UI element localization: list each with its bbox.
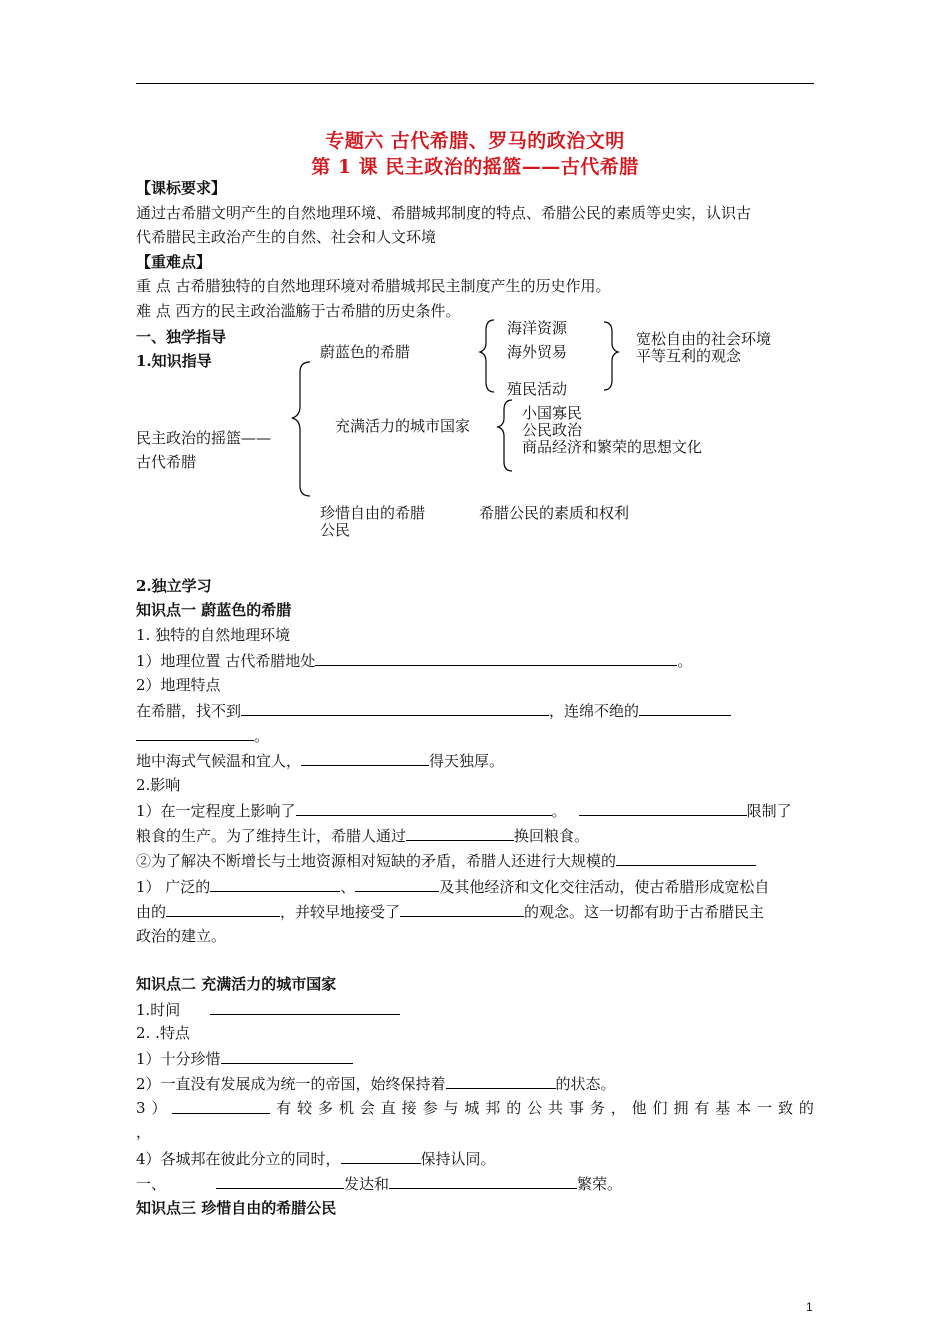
kp1-line4a: 在希腊，找不到 bbox=[136, 702, 242, 720]
keypoints-heading: 【重难点】 bbox=[136, 253, 212, 271]
section1-subheading: 1.知识指导 bbox=[136, 352, 212, 370]
diagram-branch1: 蔚蓝色的希腊 bbox=[320, 343, 411, 361]
blank-accepted[interactable] bbox=[400, 901, 524, 917]
blank-exchange[interactable] bbox=[406, 825, 514, 841]
kp1-line8b: 。 bbox=[551, 802, 567, 820]
kp2-line4b: 的状态。 bbox=[555, 1075, 616, 1093]
diagram-branch3-result: 希腊公民的素质和权利 bbox=[479, 504, 630, 522]
kp2-line5-c22: 有 bbox=[694, 1099, 710, 1117]
kp1-line2-text: 1）地理位置 古代希腊地处 bbox=[136, 652, 316, 670]
kp1-line6a: 地中海式气候温和宜人， bbox=[136, 752, 302, 770]
kp1-line10 bbox=[136, 850, 756, 871]
kp2-line5-c23: 基 bbox=[715, 1099, 731, 1117]
kp1-line6b: 得天独厚。 bbox=[429, 752, 505, 770]
diagram-branch2-item-2: 公民政治 bbox=[522, 421, 583, 439]
kp1-line9b: 换回粮食。 bbox=[514, 827, 590, 845]
kp2-line5-c17: 务 bbox=[589, 1099, 605, 1117]
kp2-line5-c20: 们 bbox=[652, 1099, 668, 1117]
kp2-line5-c15: 共 bbox=[548, 1099, 564, 1117]
kp3-heading: 知识点三 珍惜自由的希腊公民 bbox=[136, 1199, 337, 1217]
kp1-line2 bbox=[136, 650, 692, 671]
kp2-line5-c12: 邦 bbox=[485, 1099, 501, 1117]
blank-extensive-2[interactable] bbox=[355, 876, 439, 892]
blank-geo-location[interactable] bbox=[315, 650, 677, 666]
blank-identity[interactable] bbox=[341, 1148, 421, 1164]
kp1-line11c: 及其他经济和文化交往活动，使古希腊形成宽松自 bbox=[439, 878, 770, 896]
section1-heading: 一、独学指导 bbox=[136, 328, 227, 346]
diagram-branch2-item-1: 小国寡民 bbox=[522, 404, 583, 422]
kp2-line6a: 4）各城邦在彼此分立的同时， bbox=[136, 1150, 341, 1168]
difficulty-text: 难 点 西方的民主政治滥觞于古希腊的历史条件。 bbox=[136, 302, 461, 320]
lesson-title: 第 1 课 民主政治的摇篮——古代希腊 bbox=[311, 156, 639, 178]
kp1-line5 bbox=[136, 725, 269, 746]
standards-text-1: 通过古希腊文明产生的自然地理环境、希腊城邦制度的特点、希腊公民的素质等史实，认识古 bbox=[136, 204, 752, 222]
branch2-left-brace bbox=[498, 400, 512, 471]
kp1-line12 bbox=[136, 901, 764, 922]
kp1-line6 bbox=[136, 750, 504, 771]
focus-text: 重 点 古希腊独特的自然地理环境对希腊城邦民主制度产生的历史作用。 bbox=[136, 277, 611, 295]
kp1-line11b: 、 bbox=[340, 878, 356, 896]
kp1-line2-end: 。 bbox=[677, 652, 693, 670]
kp1-line13: 政治的建立。 bbox=[136, 927, 227, 945]
kp2-line5-c4: 多 bbox=[318, 1099, 334, 1117]
page-number: 1 bbox=[806, 1300, 813, 1314]
section2-heading: 2.独立学习 bbox=[136, 577, 212, 595]
blank-state[interactable] bbox=[446, 1073, 556, 1089]
kp1-line8c: 限制了 bbox=[746, 802, 792, 820]
blank-influenced[interactable] bbox=[296, 800, 552, 816]
kp2-line5-c8: 接 bbox=[401, 1099, 417, 1117]
kp1-line3: 2）地理特点 bbox=[136, 676, 221, 694]
kp2-line5-c2: 有 bbox=[276, 1099, 292, 1117]
kp2-line5-c3: 较 bbox=[297, 1099, 313, 1117]
kp2-line7 bbox=[136, 1173, 622, 1194]
kp1-line1: 1. 独特的自然地理环境 bbox=[136, 626, 291, 644]
diagram-branch1-item-1: 海洋资源 bbox=[507, 319, 568, 337]
kp2-line5-c13: 的 bbox=[506, 1099, 522, 1117]
kp2-line5 bbox=[136, 1098, 814, 1118]
diagram-branch1-result-1: 宽松自由的社会环境 bbox=[636, 330, 772, 348]
diagram-branch1-item-3: 殖民活动 bbox=[507, 380, 568, 398]
root-brace bbox=[292, 362, 310, 496]
kp2-line5-c24: 本 bbox=[736, 1099, 752, 1117]
diagram-root-1: 民主政治的摇篮—— bbox=[136, 429, 272, 447]
kp2-line5-c16: 事 bbox=[568, 1099, 584, 1117]
kp2-line5-c9: 参 bbox=[422, 1099, 438, 1117]
kp2-line5-c26: 致 bbox=[777, 1099, 793, 1117]
kp2-line5-c27: 的 bbox=[798, 1099, 814, 1117]
blank-large-scale[interactable] bbox=[616, 850, 756, 866]
kp1-line10-text: ②为了解决不断增长与土地资源相对短缺的矛盾，希腊人还进行大规模的 bbox=[136, 852, 617, 870]
blank-developed[interactable] bbox=[216, 1173, 344, 1189]
kp1-line11 bbox=[136, 876, 769, 897]
diagram-branch3-2: 公民 bbox=[320, 521, 351, 539]
blank-prosperous[interactable] bbox=[389, 1173, 577, 1189]
blank-limited[interactable] bbox=[579, 800, 747, 816]
kp2-line2: 2. .特点 bbox=[136, 1024, 190, 1042]
blank-citizens[interactable] bbox=[172, 1098, 270, 1114]
kp1-line4 bbox=[136, 700, 731, 721]
kp2-line5-c19: 他 bbox=[631, 1099, 647, 1117]
kp2-line4a: 2）一直没有发展成为统一的帝国，始终保持着 bbox=[136, 1075, 446, 1093]
kp2-line5-c5: 机 bbox=[338, 1099, 354, 1117]
kp1-line12b: ，并较早地接受了 bbox=[280, 903, 401, 921]
kp2-line7b: 发达和 bbox=[344, 1175, 390, 1193]
kp2-line5-c10: 与 bbox=[443, 1099, 459, 1117]
kp2-line1 bbox=[136, 999, 400, 1020]
kp2-line1-text: 1.时间 bbox=[136, 1001, 181, 1019]
kp2-heading: 知识点二 充满活力的城市国家 bbox=[136, 975, 337, 993]
kp1-line9 bbox=[136, 825, 589, 846]
kp2-line7a: 一、 bbox=[136, 1175, 167, 1193]
kp2-line3 bbox=[136, 1048, 353, 1069]
kp2-line5-c25: 一 bbox=[757, 1099, 773, 1117]
kp1-line4b: ，连绵不绝的 bbox=[549, 702, 640, 720]
kp2-line7c: 繁荣。 bbox=[577, 1175, 623, 1193]
kp1-line11a: 1） 广泛的 bbox=[136, 878, 211, 896]
diagram-root-2: 古代希腊 bbox=[136, 453, 197, 471]
kp1-line7: 2.影响 bbox=[136, 776, 181, 794]
kp2-line4 bbox=[136, 1073, 616, 1094]
kp2-line5-comma: ， bbox=[136, 1123, 152, 1141]
kp2-line6b: 保持认同。 bbox=[420, 1150, 496, 1168]
kp1-line8a: 1）在一定程度上影响了 bbox=[136, 802, 296, 820]
diagram-branch1-result-2: 平等互利的观念 bbox=[636, 347, 742, 365]
kp2-line5-c14: 公 bbox=[527, 1099, 543, 1117]
kp1-line12a: 由的 bbox=[136, 903, 167, 921]
kp1-line12c: 的观念。这一切都有助于古希腊民主 bbox=[524, 903, 765, 921]
blank-continuous-2[interactable] bbox=[136, 725, 254, 741]
blank-climate[interactable] bbox=[301, 750, 429, 766]
branch1-left-brace bbox=[480, 320, 494, 392]
kp1-line8 bbox=[136, 800, 792, 821]
blank-not-found[interactable] bbox=[241, 700, 549, 716]
page-title: 专题六 古代希腊、罗马的政治文明 bbox=[325, 130, 625, 152]
kp2-line5-c21: 拥 bbox=[673, 1099, 689, 1117]
blank-cherish[interactable] bbox=[221, 1048, 353, 1064]
diagram-braces bbox=[0, 0, 950, 600]
kp2-line6 bbox=[136, 1148, 496, 1169]
standards-heading: 【课标要求】 bbox=[136, 179, 227, 197]
diagram-branch2-item-3: 商品经济和繁荣的思想文化 bbox=[522, 438, 703, 456]
diagram-branch2: 充满活力的城市国家 bbox=[335, 417, 471, 435]
kp2-line3-text: 1）十分珍惜 bbox=[136, 1050, 221, 1068]
blank-continuous-1[interactable] bbox=[639, 700, 731, 716]
kp2-line5-c1: ） bbox=[151, 1099, 167, 1117]
blank-extensive-1[interactable] bbox=[210, 876, 340, 892]
kp1-heading: 知识点一 蔚蓝色的希腊 bbox=[136, 601, 292, 619]
kp2-line5-c18: ， bbox=[610, 1099, 626, 1117]
branch1-right-brace bbox=[604, 322, 618, 390]
diagram-branch1-item-2: 海外贸易 bbox=[507, 343, 568, 361]
standards-text-2: 代希腊民主政治产生的自然、社会和人文环境 bbox=[136, 228, 437, 246]
kp2-line5-c0: 3 bbox=[136, 1099, 146, 1117]
kp2-line5-c7: 直 bbox=[380, 1099, 396, 1117]
kp1-line5-end: 。 bbox=[254, 727, 270, 745]
blank-time[interactable] bbox=[210, 999, 400, 1015]
diagram-branch3-1: 珍惜自由的希腊 bbox=[320, 504, 426, 522]
kp2-line5-c11: 城 bbox=[464, 1099, 480, 1117]
kp1-line9a: 粮食的生产。为了维持生计，希腊人通过 bbox=[136, 827, 407, 845]
blank-free[interactable] bbox=[166, 901, 280, 917]
kp2-line5-c6: 会 bbox=[359, 1099, 375, 1117]
